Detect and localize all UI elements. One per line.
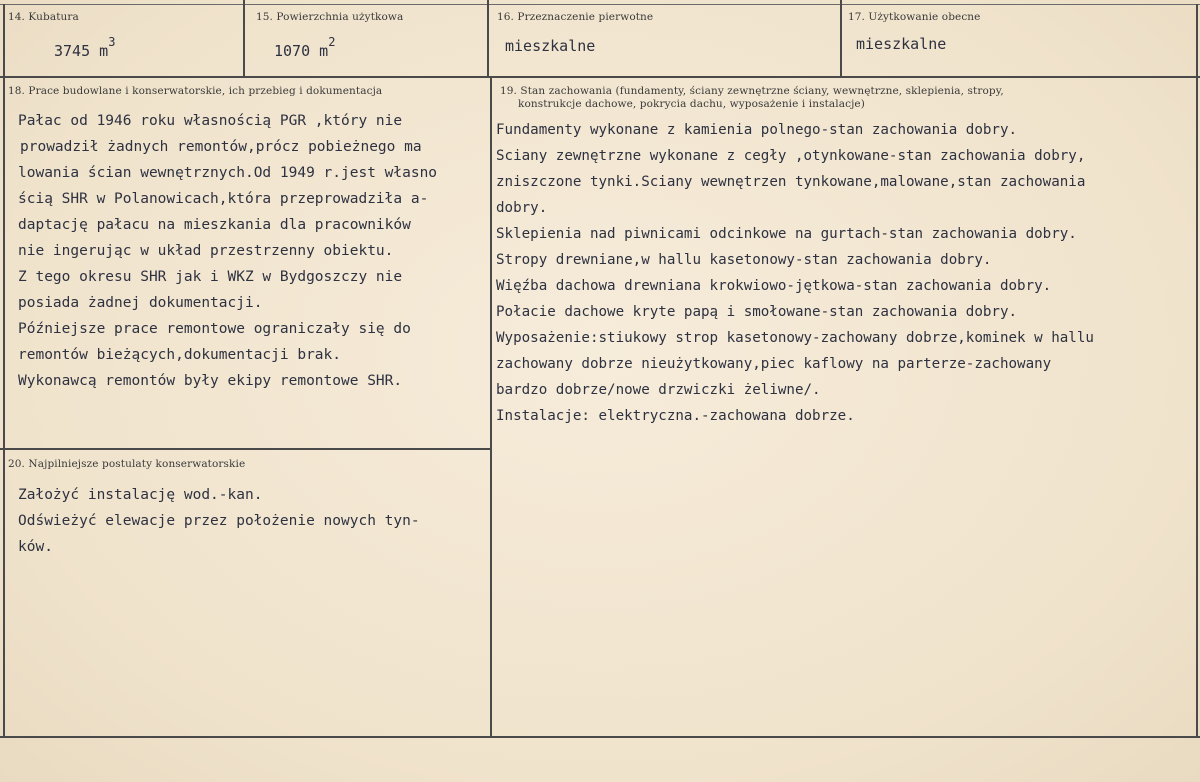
field-14-label: 14. Kubatura [8, 11, 79, 23]
divider [1196, 4, 1198, 738]
text-line: ścią SHR w Polanowicach,która przeprowadziła a- [18, 191, 429, 207]
text-line: bardzo dobrze/nowe drzwiczki żeliwne/. [496, 382, 821, 398]
field-20-text [18, 482, 420, 560]
divider [0, 4, 1200, 5]
field-17-label: 17. Użytkowanie obecne [848, 11, 981, 23]
text-line: Odświeżyć elewacje przez położenie nowych tyn- [18, 513, 420, 529]
text-line: Pałac od 1946 roku własnością PGR ,który nie [18, 113, 403, 129]
text-line: lowania ścian wewnętrznych.Od 1949 r.jest własno [18, 165, 438, 181]
field-20-label: 20. Najpilniejsze postulaty konserwatorskie [8, 458, 246, 470]
field-15-value: 1070 $m^2$ [274, 35, 336, 60]
field-16-label: 16. Przeznaczenie pierwotne [497, 11, 654, 23]
text-line: Sklepienia nad piwnicami odcinkowe na gurtach-stan zachowania dobry. [496, 226, 1077, 242]
text-line: Połacie dachowe kryte papą i smołowane-stan zachowania dobry. [496, 304, 1018, 320]
divider [487, 4, 489, 77]
field-19-text [496, 117, 1094, 429]
text-line: Późniejsze prace remontowe ograniczały się do [18, 321, 411, 337]
text-line: Fundamenty wykonane z kamienia polnego-stan zachowania dobry. [496, 122, 1018, 138]
field-17-value: mieszkalne [856, 35, 947, 53]
field-18-text [18, 108, 437, 394]
text-line: ków. [18, 539, 53, 555]
text-line: Instalacje: elektryczna.-zachowana dobrze. [496, 408, 855, 424]
text-line: Stropy drewniane,w hallu kasetonowy-stan zachowania dobry. [496, 252, 992, 268]
text-line: posiada żadnej dokumentacji. [18, 295, 263, 311]
field-14-value: 3745 $m^3$ [54, 35, 116, 60]
field-18-label: 18. Prace budowlane i konserwatorskie, ich przebieg i dokumentacja [8, 85, 383, 97]
divider [0, 448, 491, 450]
field-15-label: 15. Powierzchnia użytkowa [256, 11, 404, 23]
text-line: remontów bieżących,dokumentacji brak. [18, 347, 342, 363]
divider [243, 4, 245, 77]
field-19-label-line: 19. Stan zachowania (fundamenty, ściany zewnętrzne ściany, wewnętrzne, sklepienia, stropy, [500, 85, 1004, 97]
text-line: zniszczone tynki.Sciany wewnętrzen tynkowane,malowane,stan zachowania [496, 174, 1086, 190]
text-line: nie ingerując w układ przestrzenny obiektu. [18, 243, 394, 259]
divider [490, 76, 492, 738]
divider [840, 4, 842, 77]
text-line: Wyposażenie:stiukowy strop kasetonowy-zachowany dobrze,kominek w hallu [496, 330, 1094, 346]
text-line: Z tego okresu SHR jak i WKZ w Bydgoszczy nie [18, 269, 403, 285]
text-line: Sciany zewnętrzne wykonane z cegły ,otynkowane-stan zachowania dobry, [496, 148, 1086, 164]
text-line: daptację pałacu na mieszkania dla pracowników [18, 217, 411, 233]
text-line: dobry. [496, 200, 548, 216]
field-19-label [500, 85, 1004, 111]
divider [0, 76, 1200, 78]
text-line: zachowany dobrze nieużytkowany,piec kaflowy na parterze-zachowany [496, 356, 1052, 372]
field-19-label-line: konstrukcje dachowe, pokrycia dachu, wyposażenie i instalacje) [518, 98, 865, 110]
text-line: Wykonawcą remontów były ekipy remontowe SHR. [18, 373, 403, 389]
text-line: Więźba dachowa drewniana krokwiowo-jętkowa-stan zachowania dobry. [496, 278, 1052, 294]
text-line: prowadził żadnych remontów,prócz pobieżnego ma [20, 139, 422, 155]
divider [3, 4, 5, 738]
text-line: Założyć instalację wod.-kan. [18, 487, 263, 503]
divider [0, 736, 1200, 738]
field-16-value: mieszkalne [505, 37, 596, 55]
